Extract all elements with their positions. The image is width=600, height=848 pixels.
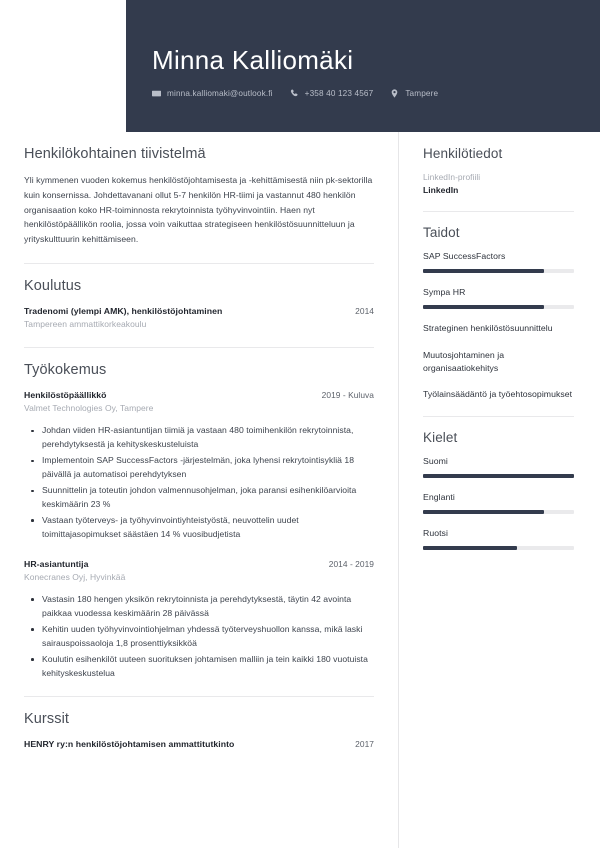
resume-header [126, 0, 600, 132]
language-level-fill [423, 474, 574, 478]
bullet-item: Johdan viiden HR-asiantuntijan tiimiä ja vastaan 480 toimihenkilön rekrytoinnista, perehdytyksestä ja kehityskeskusteluista [24, 424, 374, 452]
course-date: 2017 [355, 739, 374, 750]
entry-head [24, 738, 374, 751]
experience-bullets [24, 424, 374, 541]
section-summary [24, 146, 374, 247]
skill-name: Työlainsäädäntö ja työehtosopimukset [423, 388, 573, 399]
experience-bullets [24, 593, 374, 681]
divider [24, 263, 374, 264]
spacer [24, 544, 374, 558]
skill-level-fill [423, 269, 544, 273]
language-level-fill [423, 546, 517, 550]
location-pin-icon [390, 89, 399, 98]
skill-item [423, 322, 574, 335]
language-name: Englanti [423, 491, 455, 502]
skill-item [423, 250, 574, 273]
candidate-name: Minna Kalliomäki [152, 45, 354, 75]
divider [423, 211, 574, 212]
personal-detail-label: LinkedIn-profiili [423, 172, 481, 182]
entry-head [24, 389, 374, 402]
entry-head [24, 558, 374, 571]
skill-name: SAP SuccessFactors [423, 251, 506, 262]
section-title-languages: Kielet [423, 429, 458, 445]
skill-level-bar [423, 269, 574, 273]
language-level-bar [423, 510, 574, 514]
language-item [423, 527, 574, 550]
phone-icon [290, 89, 299, 98]
main-column [0, 132, 398, 848]
skill-name: Muutosjohtaminen ja organisaatiokehitys [423, 349, 505, 373]
bullet-item: Vastasin 180 hengen yksikön rekrytoinnista ja perehdytyksestä, täytin 42 avointa paikkaa vuodessa keskimäärin 28 päivässä [24, 593, 374, 621]
language-level-bar [423, 546, 574, 550]
sidebar-column [398, 132, 600, 848]
envelope-icon [152, 89, 161, 98]
bullet-item: Koulutin esihenkilöt uuteen suorituksen johtamisen malliin ja tein kaikki 180 vuotuista kehityskeskustelua [24, 653, 374, 681]
experience-employer: Valmet Technologies Oy, Tampere [24, 403, 154, 414]
skill-item [423, 286, 574, 309]
personal-detail-value[interactable]: LinkedIn [423, 184, 459, 195]
skill-level-bar [423, 305, 574, 309]
language-item [423, 491, 574, 514]
education-institution: Tampereen ammattikorkeakoulu [24, 318, 147, 329]
bullet-item: Vastaan työterveys- ja työhyvinvointiyhteistyöstä, neuvottelin uudet toimittajasopimukset säästäen 14 % vuosibudjetista [24, 514, 374, 542]
section-courses [24, 711, 374, 751]
section-languages [423, 430, 574, 550]
course-title: HENRY ry:n henkilöstöjohtamisen ammattitutkinto [24, 739, 235, 750]
section-title-summary: Henkilökohtainen tiivistelmä [24, 146, 206, 162]
language-level-bar [423, 474, 574, 478]
language-name: Ruotsi [423, 527, 448, 538]
section-title-experience: Työkokemus [24, 362, 107, 379]
skill-item [423, 349, 574, 375]
personal-detail-item [423, 171, 574, 196]
contact-row [152, 89, 600, 98]
contact-phone[interactable] [290, 89, 374, 98]
experience-entry [24, 558, 374, 681]
section-title-education: Koulutus [24, 277, 82, 294]
section-skills [423, 225, 574, 400]
experience-entry [24, 389, 374, 542]
divider [24, 696, 374, 697]
section-personal-details [423, 146, 574, 196]
summary-text: Yli kymmenen vuoden kokemus henkilöstöjohtamisesta ja -kehittämisestä niin pk-sektorilla kuin konsernissa. Johdettavanani ollut 5-7 henkilön HR-tiimi ja vastannut 480 henkilön organisaation koko HR-toiminnosta rekrytoinnista työhyvinvointiin. Haen nyt henkilöstöpäällikön roolia, jossa voin vaikuttaa strategiseen henkilöstösuunnitteluun ja yrityskulttuurin kehittämiseen. [24, 175, 373, 245]
education-title: Tradenomi (ylempi AMK), henkilöstöjohtaminen [24, 305, 223, 316]
language-item [423, 455, 574, 478]
divider [423, 416, 574, 417]
course-entry [24, 738, 374, 751]
skill-item [423, 388, 574, 401]
experience-date: 2014 - 2019 [328, 558, 374, 569]
experience-title: Henkilöstöpäällikkö [24, 390, 107, 401]
experience-title: HR-asiantuntija [24, 558, 89, 569]
experience-date: 2019 - Kuluva [321, 390, 374, 401]
education-date: 2014 [355, 305, 374, 316]
contact-location[interactable] [390, 89, 438, 98]
contact-location-text: Tampere [405, 88, 439, 98]
entry-head [24, 305, 374, 318]
bullet-item: Kehitin uuden työhyvinvointiohjelman yhdessä työterveyshuollon kanssa, mikä laski sairauspoissaoloja 1,8 prosenttiyksikköä [24, 623, 374, 651]
bullet-item: Suunnittelin ja toteutin johdon valmennusohjelman, joka paransi esihenkilöarvioita keskimäärin 23 % [24, 484, 374, 512]
contact-phone-text: +358 40 123 4567 [304, 88, 374, 98]
skill-name: Sympa HR [423, 287, 466, 298]
section-title-skills: Taidot [423, 225, 460, 241]
language-name: Suomi [423, 455, 448, 466]
skill-name: Strateginen henkilöstösuunnittelu [423, 323, 553, 334]
bullet-item: Implementoin SAP SuccessFactors -järjestelmän, joka lyhensi rekrytointisykliä 18 päivällä ja automatisoi perehdytyksen [24, 454, 374, 482]
section-education [24, 278, 374, 331]
section-title-courses: Kurssit [24, 711, 70, 728]
section-title-personal-details: Henkilötiedot [423, 146, 503, 161]
divider [24, 347, 374, 348]
contact-email-text: minna.kalliomaki@outlook.fi [167, 88, 273, 98]
language-level-fill [423, 510, 544, 514]
experience-employer: Konecranes Oyj, Hyvinkää [24, 571, 126, 582]
resume-body [0, 132, 600, 848]
section-experience [24, 362, 374, 680]
contact-email[interactable] [152, 89, 273, 98]
education-entry [24, 305, 374, 331]
skill-level-fill [423, 305, 544, 309]
